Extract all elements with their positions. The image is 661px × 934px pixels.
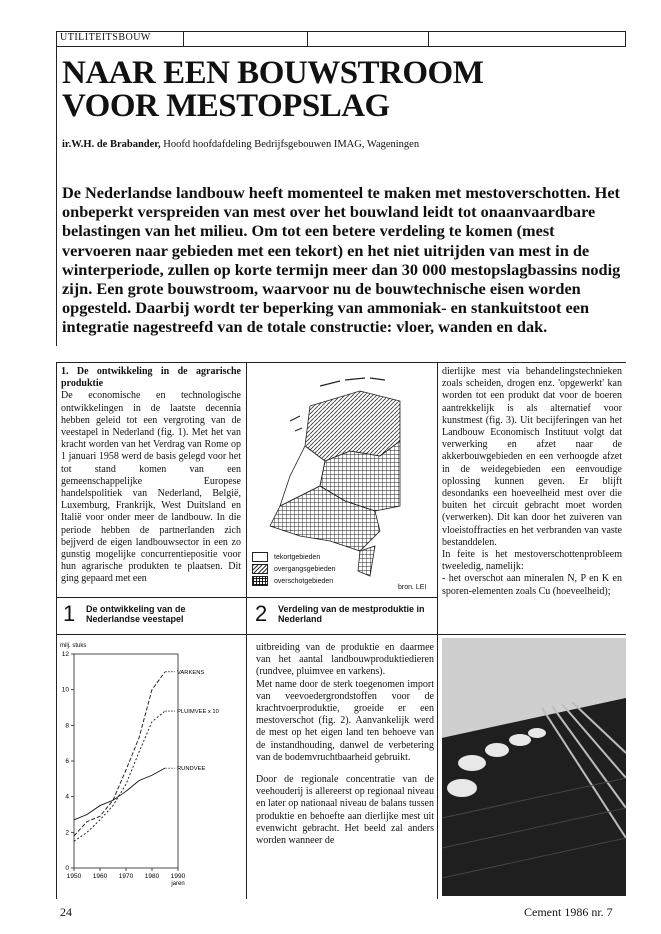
x-tick-label: 1980: [144, 873, 160, 880]
column-rule: [437, 362, 438, 899]
x-tick-label: 1990: [170, 873, 186, 880]
series-label: RUNDVEE: [177, 766, 206, 773]
legend-item: [252, 563, 336, 575]
y-tick-label: 8: [65, 722, 69, 730]
series-label: PLUIMVEE x 10: [177, 709, 219, 716]
legend-swatch-empty: [252, 552, 268, 562]
body-paragraph: uitbreiding van de produktie en daarmee van het aantal landbouwproduktiedieren (rundvee, pluimvee en varkens).: [256, 642, 434, 678]
body-paragraph: Door de regionale concentratie van de veehouderij is allereerst op regionaal niveau en later op nationaal niveau de balans tussen produktie en behoefte aan dierlijke mest uit evenwicht gebracht. Het beeld zal anders worden wanneer de: [256, 774, 434, 847]
figure-number: 2: [255, 601, 268, 626]
x-tick-label: 1970: [118, 873, 134, 880]
journal-issue: Cement 1986 nr. 7: [524, 905, 613, 919]
series-line-varkens: [74, 672, 165, 836]
x-tick-label: 1950: [66, 873, 82, 880]
map-source: bron. LEI: [398, 584, 427, 591]
legend-swatch-grid: [252, 576, 268, 586]
title-line: VOOR MESTOPSLAG: [62, 88, 390, 124]
figure-caption: Verdeling van de mestproduktie in Nederland: [278, 604, 425, 624]
lead-paragraph: De Nederlandse landbouw heeft momenteel te maken met mestoverschotten. Het onbeperkt verspreiden van mest over het bouwland leidt tot onaanvaardbare belastingen van het milieu. Om tot een betere verdeling te komen (mest vervoeren naar gebieden met een tekort) en het niet uitrijden van mest in de winterperiode, zullen op korte termijn meer dan 30 000 mestopslagbassins nodig zijn. Een grote bouwstroom, waarvoor nu de bouwtechnische eisen worden opgesteld. Daarbij wordt ter beperking van ammoniak- en stankuitstoot een integratie nagestreefd van de totale constructie: vloer, wanden en dak.: [62, 183, 621, 337]
caption-rule: [56, 634, 626, 635]
line-chart: [60, 638, 244, 893]
y-tick-label: 4: [65, 793, 69, 801]
column-3: [442, 366, 622, 598]
legend-label: overgangsgebieden: [274, 565, 336, 573]
series-label: VARKENS: [177, 669, 205, 676]
barn-photo-illustration: [442, 638, 626, 896]
section-label: UTILITEITSBOUW: [60, 32, 151, 43]
legend-label: tekortgebieden: [274, 553, 321, 561]
plot-frame: [74, 654, 178, 868]
section-divider: [56, 362, 626, 363]
legend-swatch-hatched: [252, 564, 268, 574]
page-number: 24: [60, 905, 72, 919]
column-2-lower: [256, 642, 434, 847]
y-tick-label: 12: [61, 651, 69, 658]
article-title: [62, 57, 483, 123]
figure-number: 1: [63, 601, 76, 626]
x-tick-label: 1960: [92, 873, 108, 880]
y-tick-label: 0: [65, 865, 69, 872]
legend-item: [252, 551, 336, 563]
legend-label: overschotgebieden: [274, 577, 334, 585]
section-heading: 1. De ontwikkeling in de agrarische produktie: [61, 366, 241, 390]
figure-1-chart: [60, 638, 244, 893]
y-tick-label: 10: [61, 686, 69, 694]
author-line: [62, 139, 419, 150]
header-divider: [428, 31, 429, 47]
y-axis-label: milj. stuks: [60, 643, 87, 649]
caption-rule: [56, 597, 438, 598]
map-islands: [320, 378, 385, 386]
map-legend: [252, 551, 336, 587]
title-line: NAAR EEN BOUWSTROOM: [62, 55, 484, 91]
body-paragraph: De economische en technologische ontwikkelingen in de laatste decennia hebben geleid tot een vergroting van de veestapel in Nederland (fig. 1). Met het van kracht worden van het Verdrag van Rome op 1 januari 1958 werd de basis gelegd voor het tot stand komen van een gemeenschappelijke Europese handelspolitiek van Nederland, België, Luxemburg, Frankrijk, West Duitsland en Italië voor onder meer de landbouw. In die periode hebben de partnerlanden zich bejjverd de eigen landbouwsector in een zo gunstig mogelijke concurrentiepositie voor hun agrarische produkten te plaatsen. Dit ging gepaard met een: [61, 390, 241, 585]
x-axis-label: jaren: [171, 881, 185, 887]
author-name: ir.W.H. de Brabander,: [62, 139, 161, 150]
left-margin-rule: [56, 362, 57, 899]
y-tick-label: 2: [65, 829, 69, 837]
body-paragraph: In feite is het mestoverschottenprobleem tweeledig, namelijk:: [442, 549, 622, 573]
map-islands: [290, 416, 302, 431]
left-margin-rule: [56, 46, 57, 346]
body-paragraph: Met name door de sterk toegenomen import van veevoedergrondstoffen voor de krachtvoerproduktie, groeide er een mestoverschot (fig. 2). Aanvankelijk werd de mest op het eigen land ten behoeve van de instandhouding, danwel de verbetering van de bodemvruchtbaarheid gebruikt.: [256, 678, 434, 763]
figure-caption: De ontwikkeling van de Nederlandse veestapel: [86, 604, 186, 624]
barn-photo: [442, 638, 626, 896]
body-paragraph: dierlijke mest via behandelingstechnieken zoals scheiden, drogen enz. 'opgewerkt' kan worden tot een produkt dat voor de boeren aantrekkelijk is als alternatief voor kunstmest (fig. 3). Uit becijferingen van het Landbouw Economisch Instituut volgt dat verwerking en afzet naar de akkerbouwgebieden en een verhoogde afzet in de weidegebieden een eenvoudige oplossing kunnen geven. Er blijft desondanks een hoeveelheid mest over die buiten het circuit gebracht moet worden (verwerken). Dit kan door het zuiveren van vloeistoffracties en het verbranden van vaste bestanddelen.: [442, 366, 622, 548]
map-region-north: [305, 391, 400, 461]
series-line-rundvee: [74, 768, 165, 820]
bullet-item: - het overschot aan mineralen N, P en K en sporen-elementen zoals Cu (hoeveelheid);: [442, 573, 622, 597]
y-tick-label: 6: [65, 758, 69, 765]
author-affiliation: Hoofd hoofdafdeling Bedrijfsgebouwen IMAG, Wageningen: [160, 139, 420, 150]
column-1: [61, 366, 241, 586]
header-divider: [307, 31, 308, 47]
header-divider: [183, 31, 184, 47]
legend-item: [252, 575, 336, 587]
column-rule: [246, 362, 247, 899]
map-region-limburg: [358, 546, 375, 576]
